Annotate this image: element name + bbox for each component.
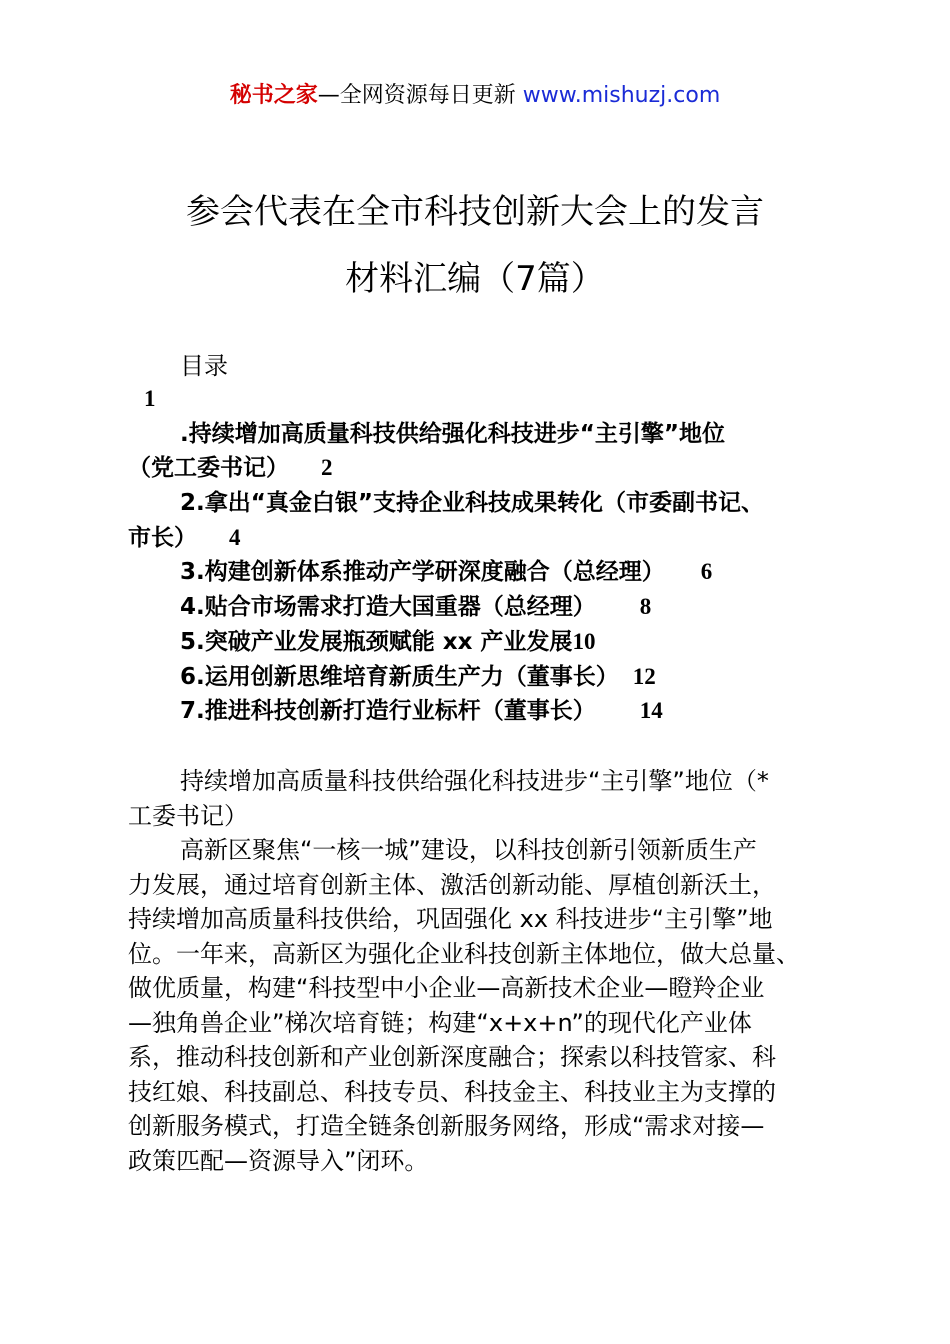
toc-row[interactable] — [128, 660, 848, 695]
toc-row[interactable] — [128, 451, 848, 486]
paragraph-line: 系，推动科技创新和产业创新深度融合；探索以科技管家、科 — [128, 1043, 776, 1071]
section-heading-line: 持续增加高质量科技供给强化科技进步“主引擎”地位（* — [180, 767, 769, 795]
toc-row[interactable] — [128, 417, 848, 452]
paragraph-line: 技红娘、科技副总、科技专员、科技金主、科技业主为支撑的 — [128, 1077, 776, 1106]
toc-page-number: 6 — [700, 559, 713, 585]
toc-page-number: 14 — [639, 698, 663, 724]
toc-page-number: 8 — [639, 594, 652, 620]
paragraph-line: 创新服务模式，打造全链条创新服务网络，形成“需求对接— — [128, 1112, 765, 1140]
toc-entry-text: .持续增加高质量科技供给强化科技进步“主引擎”地位 — [180, 420, 725, 447]
toc-page-number: 10 — [572, 628, 596, 654]
toc-row[interactable] — [128, 555, 848, 590]
toc-entry-text: 3.构建创新体系推动产学研深度融合（总经理） — [180, 559, 665, 586]
toc-entry-text: （党工委书记） — [128, 455, 289, 482]
header-tagline: —全网资源每日更新 — [317, 83, 523, 108]
brand-name: 秘书之家 — [229, 83, 318, 108]
site-url-link[interactable]: www.mishuzj.com — [522, 83, 721, 108]
paragraph-line: 位。一年来，高新区为强化企业科技创新主体地位，做大总量、 — [128, 939, 800, 968]
toc-page-number: 4 — [229, 524, 241, 550]
toc-row[interactable] — [128, 382, 848, 417]
paragraph-line: 政策匹配—资源导入”闭环。 — [128, 1146, 429, 1175]
toc-entry-text: 6.运用创新思维培育新质生产力（董事长） — [180, 663, 619, 690]
toc-entry-text: 4.贴合市场需求打造大国重器（总经理） — [180, 594, 596, 621]
toc-entry-text: 7.推进科技创新打造行业标杆（董事长） — [180, 698, 596, 725]
toc-entry-text: 2.拿出“真金白银”支持企业科技成果转化（市委副书记、 — [180, 490, 764, 517]
toc-row[interactable] — [128, 486, 848, 521]
paragraph-line: 持续增加高质量科技供给，巩固强化 xx 科技进步“主引擎”地 — [128, 905, 773, 933]
paragraph-line: 高新区聚焦“一核一城”建设，以科技创新引领新质生产 — [180, 836, 757, 864]
toc-row[interactable] — [128, 521, 848, 556]
table-of-contents — [128, 382, 848, 729]
toc-page-number: 12 — [632, 663, 656, 689]
toc-entry-text: 市长） — [128, 524, 197, 551]
toc-row[interactable] — [128, 694, 848, 729]
paragraph-line: —独角兽企业”梯次培育链；构建“x+x+n”的现代化产业体 — [128, 1008, 752, 1037]
toc-row[interactable] — [128, 625, 848, 660]
toc-page-number: 2 — [321, 455, 333, 481]
document-title-line-1: 参会代表在全市科技创新大会上的发言 — [186, 192, 764, 232]
section-body — [128, 764, 848, 1178]
toc-entry-text: 1 — [144, 386, 156, 411]
toc-entry-text: 5.突破产业发展瓶颈赋能 xx 产业发展 — [180, 628, 573, 655]
section-heading-line: 工委书记） — [128, 801, 248, 830]
toc-row[interactable] — [128, 590, 848, 625]
document-title-line-2: 材料汇编（7篇） — [345, 259, 605, 299]
paragraph-line: 力发展，通过培育创新主体、激活创新动能、厚植创新沃土， — [128, 870, 776, 899]
site-header — [0, 80, 950, 112]
toc-heading: 目录 — [180, 352, 228, 380]
paragraph-line: 做优质量，构建“科技型中小企业—高新技术企业—瞪羚企业 — [128, 974, 765, 1002]
